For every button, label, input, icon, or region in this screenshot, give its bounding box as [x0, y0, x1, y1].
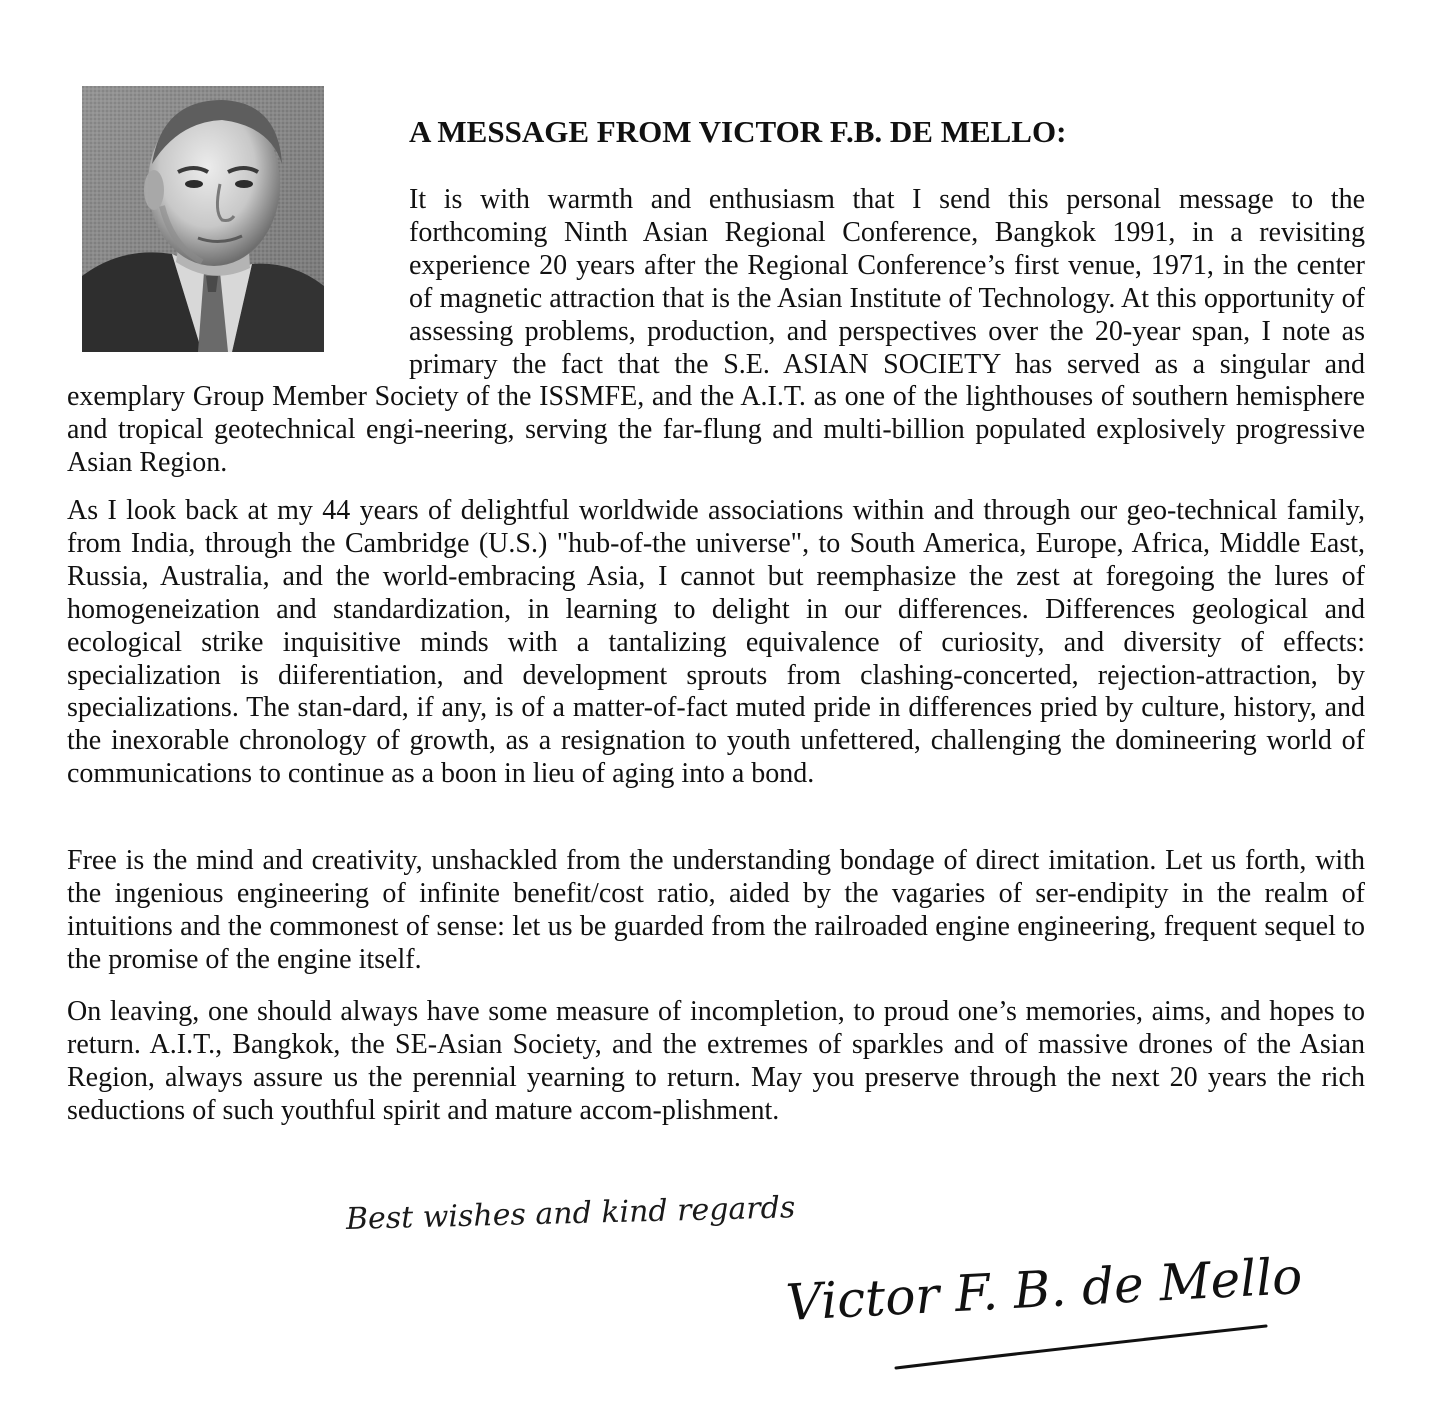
message-title: A MESSAGE FROM VICTOR F.B. DE MELLO: [409, 114, 1067, 149]
closing-handwritten: Best wishes and kind regards [345, 1190, 796, 1237]
signature-underline [786, 1266, 1276, 1376]
paragraph-4: On leaving, one should always have some measure of incompletion, to proud one’s memories, aims, and hopes to return. A.I.T., Bangkok, the SE-Asian Society, and the extremes of sparkles and of massive drones of the Asian Region, always assure us the perennial yearning to return. May you preserve through the next 20 years the rich seductions of such youthful spirit and mature accom-plishment. [67, 996, 1365, 1126]
signature [784, 1246, 1304, 1376]
paragraph-1-text: It is with warmth and enthusiasm that I send this personal message to the forthcoming Ninth Asian Regional Conference, Bangkok 1991, in a revisiting experience 20 years after the Regional Conference’s first venue, 1971, in the center of magnetic attraction that is the Asian Institute of Technology. At this opportunity of assessing problems, production, and perspectives over the 20-year span, I note as primary the fact that the S.E. ASIAN SOCIETY has served as a singular and exemplary Group Member Society of the ISSMFE, and the A.I.T. as one of the lighthouses of southern hemisphere and tropical geotechnical engi-neering, serving the far-flung and multi-billion populated explosively progressive Asian Region. [67, 184, 1365, 479]
paragraph-2: As I look back at my 44 years of delightful worldwide associations within and through our geo-technical family, from India, through the Cambridge (U.S.) "hub-of-the universe", to South America, Europe, Africa, Middle East, Russia, Australia, and the world-embracing Asia, I cannot but reemphasize the zest at foregoing the lures of homogeneization and standardization, in learning to delight in our differences. Differences geological and ecological strike inquisitive minds with a tantalizing equivalence of curiosity, and diversity of effects: specialization is diiferentiation, and development sprouts from clashing-concerted, rejection-attraction, by specializations. The stan-dard, if any, is of a matter-of-fact muted pride in differences pried by culture, history, and the inexorable chronology of growth, as a resignation to youth unfettered, challenging the domineering world of communications to continue as a boon in lieu of aging into a bond. [67, 495, 1365, 790]
paragraph-1 [67, 184, 1365, 480]
portrait-wrap-spacer [67, 184, 409, 381]
paragraph-3: Free is the mind and creativity, unshackled from the understanding bondage of direct imitation. Let us forth, with the ingenious engineering of infinite benefit/cost ratio, aided by the vagaries of ser-endipity in the realm of intuitions and the commonest of sense: let us be guarded from the railroaded engine engineering, frequent sequel to the promise of the engine itself. [67, 845, 1365, 975]
signature-text: Victor F. B. de Mello [784, 1246, 1304, 1332]
